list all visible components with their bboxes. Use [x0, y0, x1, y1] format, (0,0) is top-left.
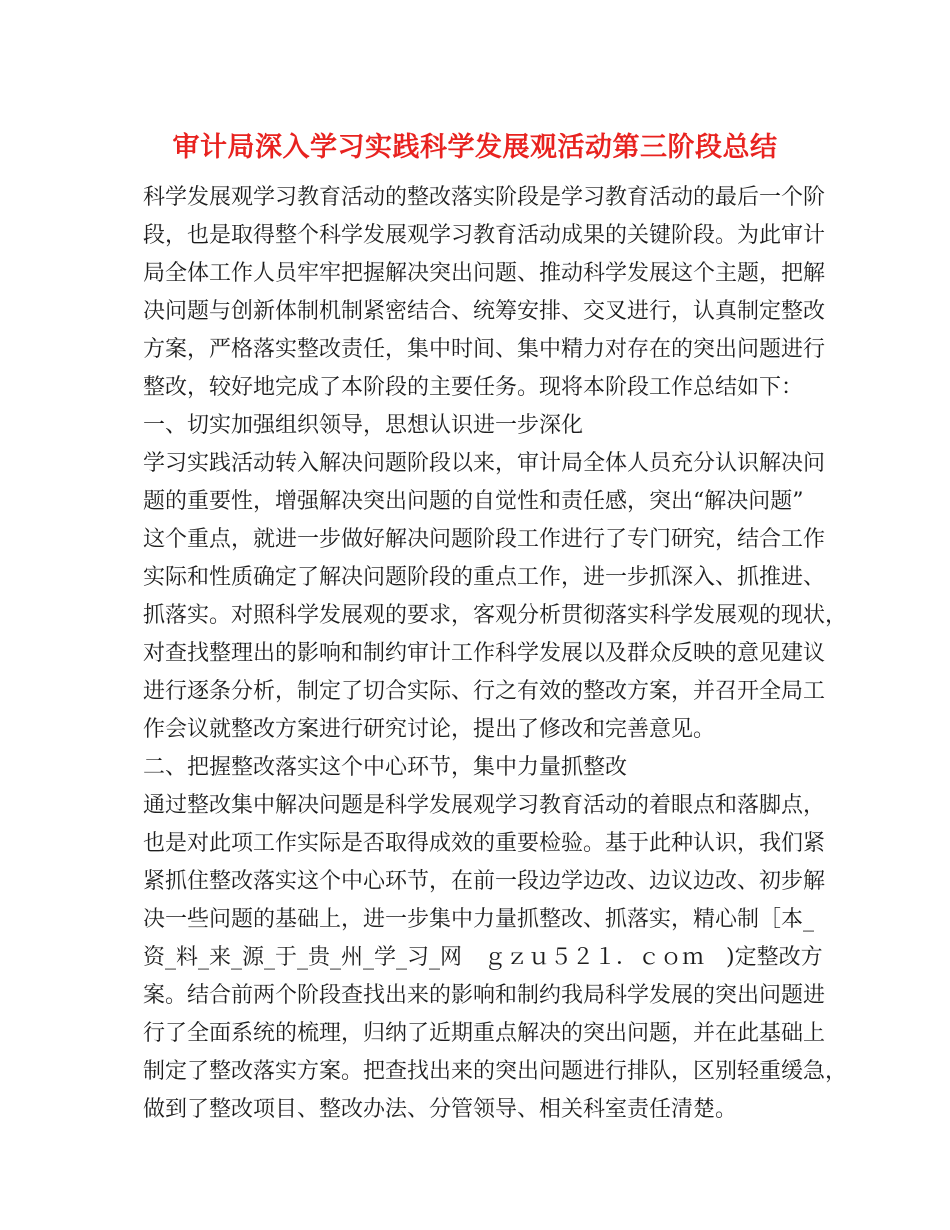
text-line: 对查找整理出的影响和制约审计工作科学发展以及群众反映的意见建议: [143, 641, 826, 666]
text-line: 二、把握整改落实这个中心环节，集中力量抓整改: [143, 755, 628, 780]
text-line: 实际和性质确定了解决问题阶段的重点工作，进一步抓深入、抓推进、: [143, 565, 826, 590]
text-line: 一、切实加强组织领导，思想认识进一步深化: [143, 413, 584, 438]
text-line: 段，也是取得整个科学发展观学习教育活动成果的关键阶段。为此审计: [143, 223, 826, 248]
document-body: [143, 179, 848, 1129]
text-line: 局全体工作人员牢牢把握解决突出问题、推动科学发展这个主题，把解: [143, 261, 826, 286]
text-line: 抓落实。对照科学发展观的要求，客观分析贯彻落实科学发展观的现状，: [143, 603, 848, 628]
text-line: 学习实践活动转入解决问题阶段以来，审计局全体人员充分认识解决问: [143, 451, 826, 476]
text-line: 这个重点，就进一步做好解决问题阶段工作进行了专门研究，结合工作: [143, 527, 826, 552]
text-line: 案。结合前两个阶段查找出来的影响和制约我局科学发展的突出问题进: [143, 983, 826, 1008]
text-line: 决一些问题的基础上，进一步集中力量抓整改、抓落实，精心制［本_: [143, 907, 815, 932]
text-line: 紧抓住整改落实这个中心环节，在前一段边学边改、边议边改、初步解: [143, 869, 826, 894]
text-line: 资_料_来_源_于_贵_州_学_习_网 ｇｚｕ５２１．ｃｏｍ )定整改方: [143, 945, 823, 970]
text-line: 做到了整改项目、整改办法、分管领导、相关科室责任清楚。: [143, 1097, 738, 1122]
text-line: 决问题与创新体制机制紧密结合、统筹安排、交叉进行，认真制定整改: [143, 299, 826, 324]
document-title: 审计局深入学习实践科学发展观活动第三阶段总结: [172, 132, 778, 163]
text-line: 进行逐条分析，制定了切合实际、行之有效的整改方案，并召开全局工: [143, 679, 826, 704]
text-line: 通过整改集中解决问题是科学发展观学习教育活动的着眼点和落脚点，: [143, 793, 826, 818]
text-line: 行了全面系统的梳理，归纳了近期重点解决的突出问题，并在此基础上: [143, 1021, 826, 1046]
text-line: 方案，严格落实整改责任，集中时间、集中精力对存在的突出问题进行: [143, 337, 826, 362]
text-line: 制定了整改落实方案。把查找出来的突出问题进行排队，区别轻重缓急，: [143, 1059, 848, 1084]
text-line: 题的重要性，增强解决突出问题的自觉性和责任感，突出“解决问题”: [143, 489, 804, 514]
text-line: 也是对此项工作实际是否取得成效的重要检验。基于此种认识，我们紧: [143, 831, 826, 856]
text-line: 作会议就整改方案进行研究讨论，提出了修改和完善意见。: [143, 717, 716, 742]
text-line: 整改，较好地完成了本阶段的主要任务。现将本阶段工作总结如下：: [143, 375, 804, 400]
text-line: 科学发展观学习教育活动的整改落实阶段是学习教育活动的最后一个阶: [143, 185, 826, 210]
